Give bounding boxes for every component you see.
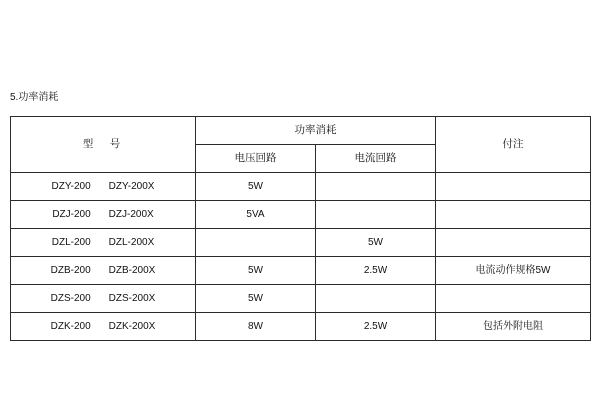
cell-current: 5W xyxy=(316,229,436,257)
cell-model xyxy=(11,201,196,229)
cell-voltage: 5VA xyxy=(196,201,316,229)
section-heading: 5.功率消耗 xyxy=(10,92,59,103)
header-voltage-circuit: 电压回路 xyxy=(196,145,316,173)
cell-model-primary: DZS-200 xyxy=(50,293,91,304)
cell-model-secondary: DZL-200X xyxy=(108,237,155,248)
cell-current xyxy=(316,285,436,313)
cell-remark: 包括外附电阻 xyxy=(436,313,591,341)
table-header xyxy=(11,117,591,173)
table-row xyxy=(11,257,591,285)
cell-model-primary: DZY-200 xyxy=(51,181,91,192)
cell-model-secondary: DZJ-200X xyxy=(108,209,154,220)
table-row xyxy=(11,285,591,313)
cell-remark: 电流动作规格5W xyxy=(436,257,591,285)
cell-voltage: 8W xyxy=(196,313,316,341)
cell-model-secondary: DZY-200X xyxy=(108,181,155,192)
cell-model-secondary: DZB-200X xyxy=(108,265,156,276)
header-power-consumption: 功率消耗 xyxy=(196,117,436,145)
cell-model-primary: DZL-200 xyxy=(51,237,91,248)
cell-voltage: 5W xyxy=(196,173,316,201)
cell-remark xyxy=(436,229,591,257)
power-consumption-table xyxy=(10,116,591,341)
table-row xyxy=(11,201,591,229)
cell-model xyxy=(11,313,196,341)
cell-model-primary: DZB-200 xyxy=(50,265,91,276)
cell-voltage: 5W xyxy=(196,285,316,313)
cell-current xyxy=(316,201,436,229)
cell-current xyxy=(316,173,436,201)
cell-model-secondary: DZS-200X xyxy=(108,293,156,304)
cell-current: 2.5W xyxy=(316,313,436,341)
cell-model-secondary: DZK-200X xyxy=(108,321,156,332)
cell-current: 2.5W xyxy=(316,257,436,285)
cell-model xyxy=(11,257,196,285)
header-current-circuit: 电流回路 xyxy=(316,145,436,173)
table-header-row-1 xyxy=(11,117,591,145)
table-row xyxy=(11,229,591,257)
cell-voltage: 5W xyxy=(196,257,316,285)
table-row xyxy=(11,173,591,201)
cell-voltage xyxy=(196,229,316,257)
header-remark: 付注 xyxy=(436,117,591,173)
cell-model xyxy=(11,229,196,257)
table-body xyxy=(11,173,591,341)
cell-model-primary: DZK-200 xyxy=(50,321,91,332)
header-model: 型 号 xyxy=(11,117,196,173)
table-row xyxy=(11,313,591,341)
power-consumption-table-wrapper xyxy=(10,116,590,341)
cell-model-primary: DZJ-200 xyxy=(52,209,91,220)
cell-remark xyxy=(436,173,591,201)
cell-model xyxy=(11,173,196,201)
cell-model xyxy=(11,285,196,313)
cell-remark xyxy=(436,201,591,229)
cell-remark xyxy=(436,285,591,313)
